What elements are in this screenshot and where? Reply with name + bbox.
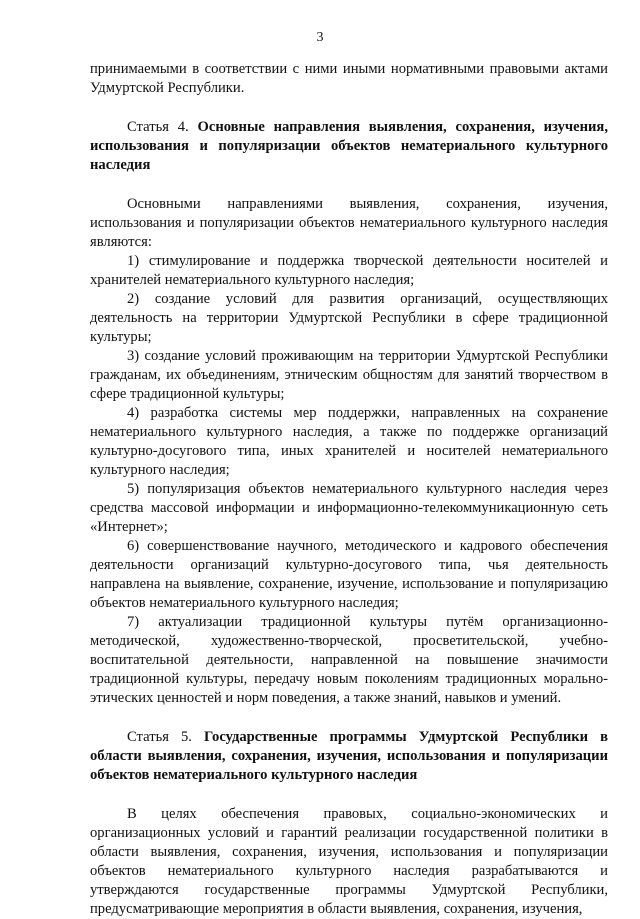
article-4-heading (90, 118, 608, 175)
article-4-item-2: 2) создание условий для развития организаций, осуществляющих деятельность на территории Удмуртской Республики в сфере традиционной культуры; (90, 291, 608, 345)
continuation-paragraph: принимаемыми в соответствии с ними иными нормативными правовыми актами Удмуртской Республики. (90, 61, 608, 96)
page-number: 3 (316, 30, 324, 45)
article-5-label: Статья 5. (127, 729, 192, 745)
article-5-body: В целях обеспечения правовых, социально-экономических и организационных условий и гарантий реализации государственной политики в области выявления, сохранения, изучения, использования и популяризации объектов нематериального культурного наследия разрабатываются и утверждаются государственные программы Удмуртской Республики, предусматривающие мероприятия в области выявления, сохранения, изучения, (90, 806, 608, 917)
article-4-label: Статья 4. (127, 119, 189, 135)
article-4-item-5: 5) популяризация объектов нематериального культурного наследия через средства массовой информации и информационно-телекоммуникационную сеть «Интернет»; (90, 481, 608, 535)
article-4-title: Основные направления выявления, сохранения, изучения, использования и популяризации объектов нематериального культурного наследия (90, 119, 608, 173)
article-4-intro: Основными направлениями выявления, сохранения, изучения, использования и популяризации объектов нематериального культурного наследия являются: (90, 196, 608, 250)
article-4-item-6: 6) совершенствование научного, методического и кадрового обеспечения деятельности организаций культурно-досугового типа, чья деятельность направлена на выявление, сохранение, изучение, использование и популяризацию объектов нематериального культурного наследия; (90, 538, 608, 611)
document-body (90, 60, 608, 919)
article-4-item-3: 3) создание условий проживающим на территории Удмуртской Республики гражданам, их объединениям, этническим общностям для занятий творчеством в сфере традиционной культуры; (90, 348, 608, 402)
article-4-item-4: 4) разработка системы мер поддержки, направленных на сохранение нематериального культурного наследия, а также по поддержке организаций культурно-досугового типа, иных хранителей и носителей нематериального культурного наследия; (90, 405, 608, 478)
article-5-heading (90, 728, 608, 785)
article-4-item-7: 7) актуализации традиционной культуры путём организационно-методической, художественно-творческой, просветительской, учебно-воспитательной деятельности, направленной на повышение значимости традиционной культуры, передачу новым поколениям традиционных морально-этических ценностей и норм поведения, а также знаний, навыков и умений. (90, 614, 608, 706)
article-5-title: Государственные программы Удмуртской Республики в области выявления, сохранения, изучения, использования и популяризации объектов нематериального культурного наследия (90, 729, 609, 783)
article-4-item-1: 1) стимулирование и поддержка творческой деятельности носителей и хранителей нематериального культурного наследия; (90, 253, 608, 288)
